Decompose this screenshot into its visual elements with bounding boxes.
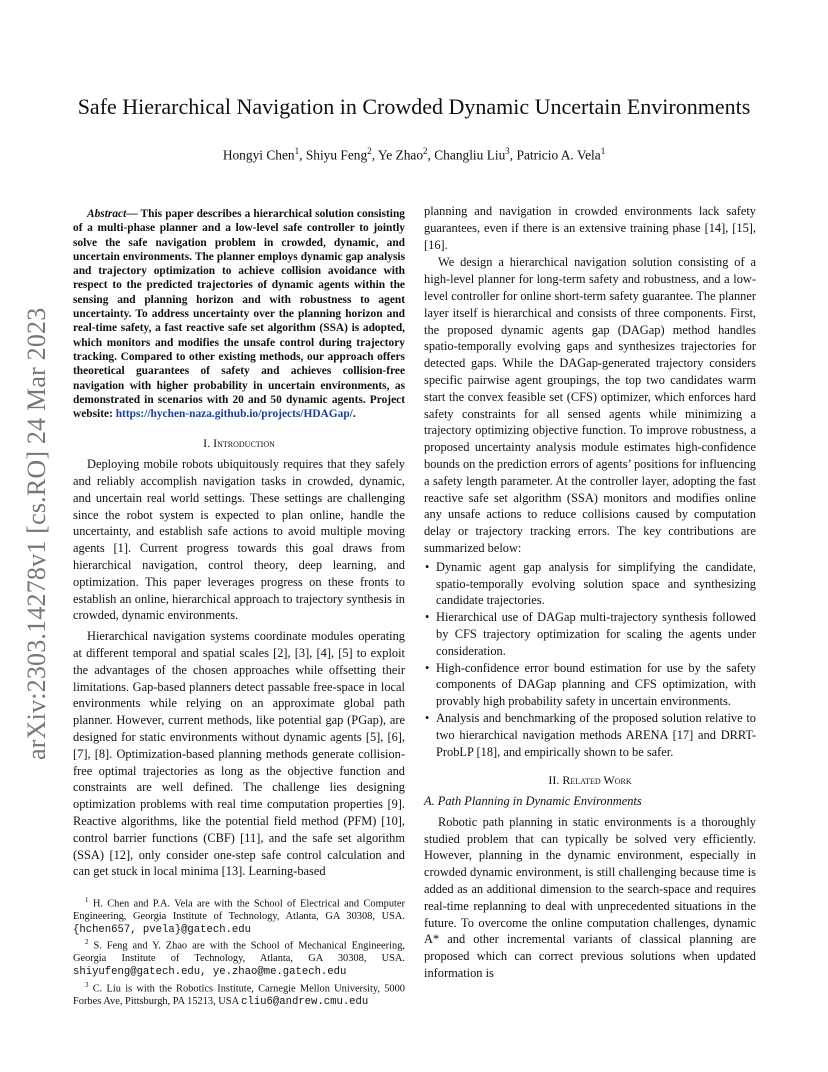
email: cliu6@andrew.cmu.edu xyxy=(241,995,369,1008)
list-item: • Hierarchical use of DAGap multi-trajectory synthesis followed by CFS trajectory optimization for scaling the agents under consideration. xyxy=(436,609,756,659)
project-link[interactable]: https://hychen-naza.github.io/projects/HDAGap/ xyxy=(115,408,353,421)
arxiv-sidebar xyxy=(22,280,62,760)
related-paragraph: Robotic path planning in static environments is a thoroughly studied problem that can typically be solved very efficiently. However, planning in the dynamic environment, especially in crowded dynamic environment, is still challenging because time is added as an additional dimension to the search-space and requires real-time replanning to deal with unprecedented situations in the future. To overcome the online computation challenges, dynamic A* and other incremental variants of classical planning are proposed which can correct previous solutions when updated information is xyxy=(424,814,756,981)
arxiv-id: arXiv:2303.14278v1 [cs.RO] 24 Mar 2023 xyxy=(22,307,51,760)
right-paragraph-1: planning and navigation in crowded environments lack safety guarantees, even if there is an extensive training phase [14], [15], [16]. xyxy=(424,204,756,252)
author: Ye Zhao xyxy=(377,147,424,163)
section-heading-related-work: II. Related Work xyxy=(548,773,632,788)
author-list: Hongyi Chen$^1$, Shiyu Feng$^2$, Ye Zhao$^2$, Changliu Liu$^3$, Patricio A. Vela$^1$ xyxy=(222,146,606,163)
footnote-3: $^3$ C. Liu is with the Robotics Institute, Carnegie Mellon University, 5000 Forbes Ave, Pittsburgh, PA 15213, USA cliu6@andrew.cmu.edu xyxy=(73,980,405,1008)
right-paragraph-2: We design a hierarchical navigation solution consisting of a high-level planner for long-term safety and robustness, and a low-level controller for online short-term safety guarantee. The planner layer itself is hierarchical and consists of three components. First, the proposed dynamic agents gap (DAGap) method handles spatio-temporally evolving gaps and synthesizes trajectories for detected gaps. While the DAGap-generated trajectory considers specific pairwise agent groupings, the top two candidates warm start the convex feasible set (CFS) optimizer, which enforces hard safety constraints for all sensed agents while minimizing a trajectory optimizing objective function. To improve robustness, a proposed uncertainty analysis module estimates high-confidence bounds on the prediction errors of agents’ positions for influencing a safety length parameter. At the controller layer, adopting the fast reactive safe set algorithm (SSA) monitors and modifies online any unsafe actions to reduce collisions caused by computation delay or trajectory tracking errors. The key contributions are summarized below: xyxy=(424,255,756,555)
email: shiyufeng@gatech.edu, ye.zhao@me.gatech.edu xyxy=(73,965,347,978)
paper-title: Safe Hierarchical Navigation in Crowded Dynamic Uncertain Environments xyxy=(77,94,751,119)
left-column xyxy=(73,207,405,880)
section-heading-introduction: I. Introduction xyxy=(203,436,275,451)
list-item: • High-confidence error bound estimation for use by the safety components of DAGap planning and CFS optimization, with provably high probability safety in uncertain environments. xyxy=(436,660,756,710)
contributions-list xyxy=(424,559,756,761)
subsection-heading: A. Path Planning in Dynamic Environments xyxy=(424,794,642,809)
footnote-1: $^1$ H. Chen and P.A. Vela are with the School of Electrical and Computer Engineering, Georgia Institute of Technology, Atlanta, GA 30308, USA. {hchen657, pvela}@gatech.edu xyxy=(73,896,405,936)
footnotes xyxy=(73,894,405,1008)
author: Patricio A. Vela xyxy=(516,147,601,163)
abstract: Abstract— This paper describes a hierarchical solution consisting of a multi-phase planner and a low-level safe controller to jointly solve the safe navigation problem in crowded, dynamic, and uncertain environments. The planner employs dynamic gap analysis and trajectory optimization to achieve collision avoidance with respect to the predicted trajectories of dynamic agents within the sensing and planning horizon and with robustness to agent uncertainty. To address uncertainty over the planning horizon and real-time safety, a fast reactive safe set algorithm (SSA) is adopted, which monitors and modifies the unsafe control during trajectory tracking. Compared to other existing methods, our approach offers theoretical guarantees of safety and achieves collision-free navigation with higher probability in uncertain environments, as demonstrated in scenarios with 20 and 50 dynamic agents. Project website: https://hychen-naza.github.io/projects/HDAGap/. xyxy=(73,208,405,421)
author: Shiyu Feng xyxy=(305,147,368,163)
list-item: • Dynamic agent gap analysis for simplifying the candidate, spatio-temporally evolving solution space and synthesizing candidate trajectories. xyxy=(436,559,756,609)
footnote-2: $^2$ S. Feng and Y. Zhao are with the School of Mechanical Engineering, Georgia Institute of Technology, Atlanta, GA 30308, USA. shiyufeng@gatech.edu, ye.zhao@me.gatech.edu xyxy=(73,938,405,978)
abstract-label: Abstract xyxy=(87,208,127,220)
intro-paragraph-1: Deploying mobile robots ubiquitously requires that they safely and reliably accomplish navigation tasks in crowded, dynamic, and uncertain real world settings. These settings are challenging since the robot system is expected to plan online, handle the uncertainty, and establish safe actions to avoid multiple moving agents [1]. Current progress towards this goal draws from hierarchical navigation, control theory, deep learning, and optimization. This paper leverages progress on these fronts to establish an online, hierarchical approach to trajectory synthesis in crowded, dynamic environments. xyxy=(73,457,405,623)
intro-paragraph-2: Hierarchical navigation systems coordinate modules operating at different temporal and spatial scales [2], [3], [4], [5] to exploit the advantages of the chosen approaches while offsetting their limitations. Gap-based planners detect passable free-space in local environments while relying on an approximate global path planner. However, current methods, like potential gap (PGap), are designed for static environments without dynamic agents [5], [6], [7], [8]. Optimization-based planning methods generate collision-free optimal trajectories as long as the objective function and constraints are well defined. The challenge lies designing optimization problems with real time computation properties [9]. Reactive algorithms, like the potential field method (PFM) [10], control barrier functions (CBF) [11], and the safe set algorithm (SSA) [12], only consider one-step safe control calculation and can get stuck in local minima [13]. Learning-based xyxy=(73,629,405,879)
email: {hchen657, pvela}@gatech.edu xyxy=(73,923,252,936)
author: Changliu Liu xyxy=(434,147,506,163)
right-column xyxy=(424,203,756,982)
author: Hongyi Chen xyxy=(222,147,295,163)
list-item: • Analysis and benchmarking of the proposed solution relative to two hierarchical navigation methods ARENA [17] and DRRT-ProbLP [18], and empirically shown to be safer. xyxy=(436,710,756,760)
